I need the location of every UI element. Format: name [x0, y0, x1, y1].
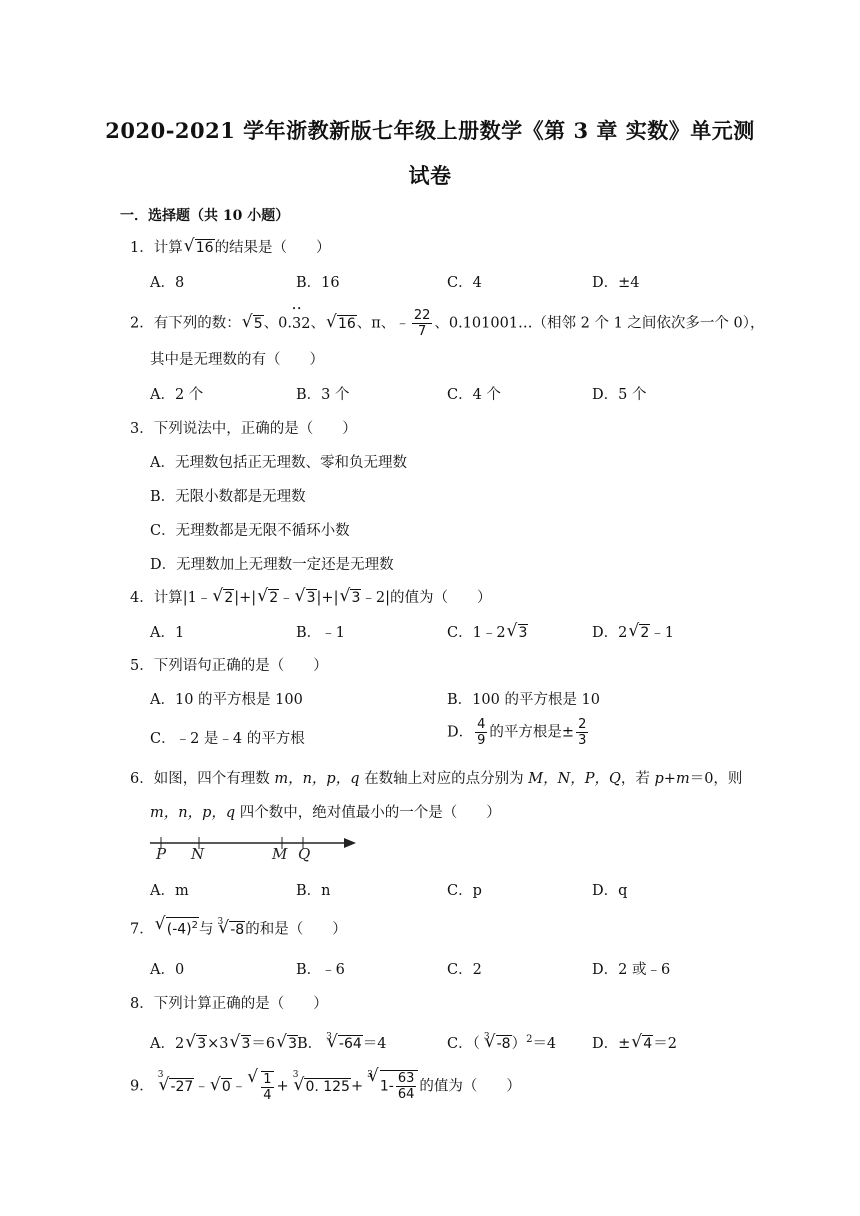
q1-option-c: C．4 — [447, 275, 482, 291]
q6-vars: m，n，p，q — [274, 771, 360, 787]
sqrt-2: √ 2 — [223, 589, 234, 606]
q6-option-d: D．q — [592, 883, 628, 899]
q6-text-b: 在数轴上对应的点分别为 — [359, 771, 529, 787]
radicand — [380, 1070, 419, 1102]
question-2-line2: 其中是无理数的有（ ） — [150, 352, 324, 368]
repeating-decimal-32: •• 32 — [292, 316, 310, 332]
q8-option-a — [150, 1032, 298, 1053]
q5-option-d — [447, 717, 590, 748]
q4-option-c — [447, 621, 528, 642]
cbrt-neg27: √ -27 — [169, 1078, 194, 1095]
q1-pre: 1．计算 — [130, 240, 183, 256]
q5-option-b: B．100 的平方根是 10 — [447, 692, 600, 708]
cbrt-neg64: √ -64 — [338, 1035, 363, 1052]
sqrt-one-quarter — [258, 1071, 276, 1103]
document-title-line1: 2020-2021 学年浙教新版七年级上册数学《第 3 章 实数》单元测 — [105, 118, 755, 143]
cube-root-index: 3 — [292, 1070, 299, 1080]
q7-mid: 与 — [199, 921, 214, 938]
q3-option-a: A．无理数包括正无理数、零和负无理数 — [150, 455, 407, 471]
q7-post: 的和是（ ） — [245, 921, 347, 938]
sqrt-3: √ 3 — [241, 1035, 252, 1052]
radicand-pre: 1- — [379, 1078, 394, 1095]
q6-text-c: ，若 — [620, 771, 655, 787]
question-5: 5．下列语句正确的是（ ） — [130, 658, 328, 674]
q8-optd-b: ＝2 — [653, 1036, 677, 1052]
q2-option-d: D．5 个 — [592, 387, 647, 403]
q8-option-c — [447, 1032, 556, 1053]
cbrt-neg8: √ -8 — [496, 1035, 512, 1052]
q4-text-b: |+| — [234, 590, 257, 606]
section-heading: 一．选择题（共 10 小题） — [120, 208, 290, 224]
question-2 — [130, 308, 765, 339]
q8-opta-b: ×3 — [207, 1036, 229, 1052]
sqrt-3: √ 3 — [287, 1035, 298, 1052]
fraction-4-9: $\frac{4}{9}$ — [477, 717, 486, 748]
q9-pre: 9． — [130, 1078, 154, 1095]
label-m: M — [272, 845, 288, 863]
fraction-22-7: $\frac{22}{7}$ — [413, 308, 431, 339]
sqrt-3: √ 3 — [196, 1035, 207, 1052]
q6-option-c: C．p — [447, 883, 482, 899]
q4-optd-text: D．2 — [592, 625, 628, 641]
q2-sep3: 、π、﹣ — [356, 315, 410, 332]
number-line-arrow — [344, 838, 356, 848]
q1-post: 的结果是（ ） — [214, 240, 331, 256]
sqrt-3: √ 3 — [306, 589, 317, 606]
q3-option-d: D．无理数加上无理数一定还是无理数 — [150, 557, 394, 573]
cube-root-index: 3 — [367, 1070, 373, 1080]
sqrt-2: √ 2 — [639, 624, 650, 641]
sqrt-16: √ 16 — [337, 315, 357, 332]
q8-optc-a: C．（ — [447, 1036, 480, 1052]
sqrt-3: √ 3 — [350, 589, 361, 606]
question-9 — [130, 1070, 521, 1103]
q6-points: M，N，P，Q — [528, 771, 621, 787]
q6-text-a: 6．如图，四个有理数 — [130, 771, 275, 787]
q2-pre: 2．有下列的数： — [130, 315, 241, 332]
document-title-line2: 试卷 — [408, 163, 452, 188]
q7-pre: 7． — [130, 921, 154, 938]
question-4 — [130, 586, 492, 607]
sqrt-16: √ 16 — [195, 239, 215, 256]
label-n: N — [191, 845, 205, 863]
q8-optb-b: ＝4 — [362, 1036, 387, 1052]
cube-root-index: 3 — [326, 1032, 332, 1042]
cbrt-1-minus-63-64 — [379, 1070, 420, 1102]
q4-text-e: ﹣2|的值为（ ） — [361, 590, 492, 606]
q4-optc-text: C．1﹣2 — [447, 625, 506, 641]
q6-option-a: A．m — [150, 883, 189, 899]
fraction-2-3: $\frac{2}{3}$ — [578, 717, 587, 748]
q1-option-b: B．16 — [296, 275, 340, 291]
q1-option-a: A．8 — [150, 275, 185, 291]
q9-s2: ﹣ — [231, 1078, 247, 1095]
q1-option-d: D．±4 — [592, 275, 640, 291]
fraction-1-4: √ $\frac{1}{4}$ — [263, 1071, 272, 1103]
q8-optc-b: ） — [511, 1036, 527, 1052]
q4-option-b: B．﹣1 — [296, 625, 345, 641]
cbrt-neg8: √ -8 — [229, 921, 245, 938]
q6-text-line2: 四个数中，绝对值最小的一个是（ ） — [235, 805, 501, 821]
question-6-line2 — [150, 801, 501, 822]
q2-option-b: B．3 个 — [296, 387, 350, 403]
label-q: Q — [298, 845, 311, 863]
q4-optd-post: ﹣1 — [650, 625, 675, 641]
sqrt-4: √ 4 — [642, 1035, 653, 1052]
q5-option-c: C．﹣2 是﹣4 的平方根 — [150, 731, 305, 747]
q6-eq: p+m — [654, 771, 690, 787]
q7-option-c: C．2 — [447, 962, 482, 978]
q4-option-a: A．1 — [150, 625, 185, 641]
sqrt-0: √ 0 — [221, 1078, 232, 1095]
q8-option-b — [297, 1032, 387, 1053]
number-line-figure — [148, 830, 363, 865]
q8-opta-a: A．2 — [150, 1036, 185, 1052]
q2-sep2: 、 — [310, 315, 325, 332]
q4-option-d — [592, 621, 674, 642]
question-8: 8．下列计算正确的是（ ） — [130, 996, 328, 1012]
q6-vars-2: m，n，p，q — [150, 805, 236, 821]
q9-s1: ﹣ — [194, 1078, 209, 1095]
cube-root-index: 3 — [483, 1032, 490, 1042]
q7-option-d: D．2 或﹣6 — [592, 962, 671, 978]
q2-post: 、0.101001…（相邻 2 个 1 之间依次多一个 0）， — [434, 315, 765, 332]
exponent-2: 2 — [526, 1034, 533, 1046]
q4-text-d: |+| — [316, 590, 339, 606]
label-p: P — [156, 845, 167, 863]
q4-text-c: ﹣ — [279, 590, 294, 606]
q9-post: 的值为（ ） — [419, 1078, 521, 1095]
q3-option-c: C．无理数都是无限不循环小数 — [150, 523, 350, 539]
q8-optd-a: D．± — [592, 1036, 631, 1052]
q9-s3: + — [276, 1078, 289, 1095]
q5-optd-mid: 的平方根是± — [489, 724, 575, 741]
q2-sep1: 、0. — [263, 315, 292, 332]
q4-text-a: 4．计算|1﹣ — [130, 590, 212, 606]
q8-optb-a: B． — [297, 1036, 323, 1052]
q8-optc-c: ＝4 — [532, 1036, 557, 1052]
question-3: 3．下列说法中，正确的是（ ） — [130, 421, 357, 437]
q7-option-b: B．﹣6 — [296, 962, 345, 978]
q7-option-a: A．0 — [150, 962, 185, 978]
cube-root-index: 3 — [157, 1070, 164, 1080]
cube-root-index: 3 — [217, 917, 224, 927]
q5-optd-pre: D． — [447, 724, 474, 741]
q5-option-a: A．10 的平方根是 100 — [150, 692, 303, 708]
question-6-line1 — [130, 767, 742, 788]
sqrt-3: √ 3 — [518, 624, 529, 641]
q8-option-d — [592, 1032, 677, 1053]
q9-s4: + — [350, 1078, 364, 1095]
question-1 — [130, 236, 331, 257]
q3-option-b: B．无限小数都是无理数 — [150, 489, 306, 505]
sqrt-neg4-squared: √ $(-4)^2$ — [166, 917, 199, 938]
q2-option-a: A．2 个 — [150, 387, 204, 403]
q6-option-b: B．n — [296, 883, 331, 899]
q2-option-c: C．4 个 — [447, 387, 501, 403]
q8-opta-c: ＝6 — [251, 1036, 276, 1052]
cbrt-0-125: √ 0. 125 — [304, 1078, 351, 1095]
sqrt-5: √ 5 — [253, 315, 264, 332]
question-7 — [130, 917, 347, 939]
q6-text-d: ＝0，则 — [689, 771, 743, 787]
sqrt-2: √ 2 — [268, 589, 279, 606]
fraction-63-64: $\frac{63}{64}$ — [397, 1071, 415, 1102]
